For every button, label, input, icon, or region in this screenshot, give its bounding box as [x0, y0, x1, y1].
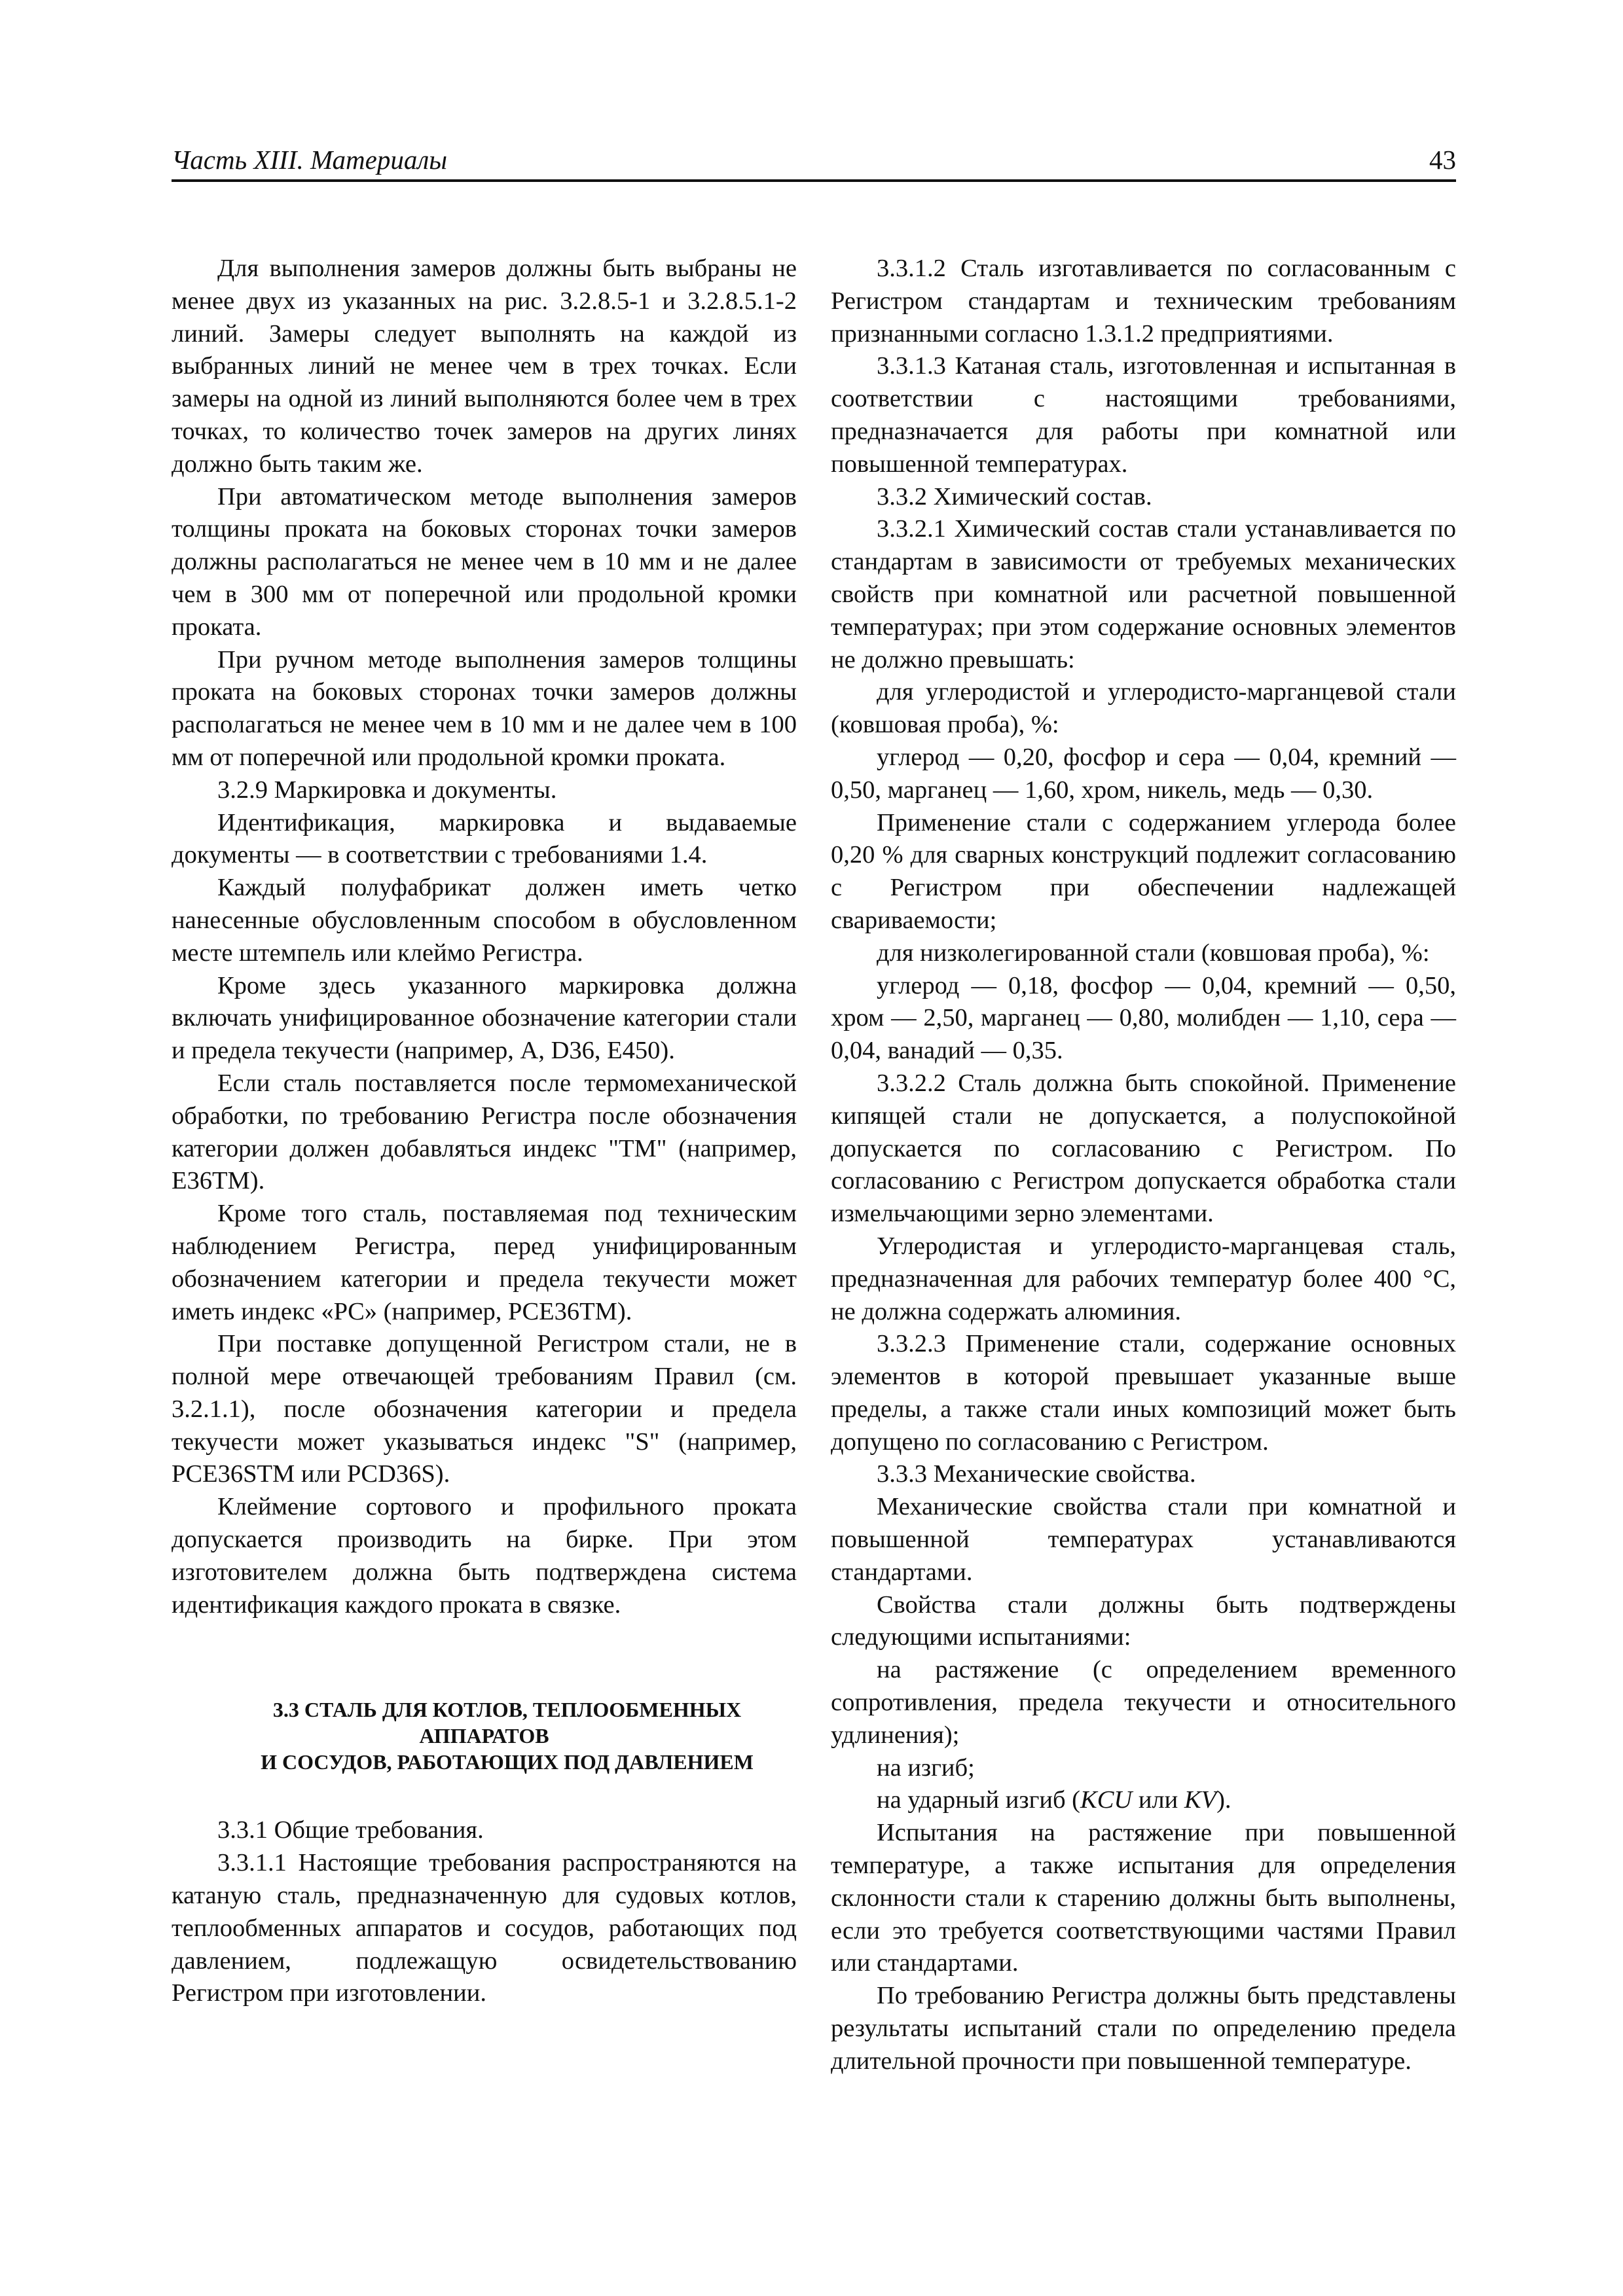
paragraph: для углеродистой и углеродисто-марганцевой стали (ковшовая проба), %: [831, 678, 1456, 739]
paragraph: Для выполнения замеров должны быть выбраны не менее двух из указанных на рис. 3.2.8.5-1 и 3.2.8.5.1-2 линий. Замеры следует выполнять на каждой из выбранных линий не менее чем в трех точках. Если замеры на одной из линий выполняются более чем в трех точках, то количество точек замеров на других линях должно быть таким же. [172, 255, 797, 478]
paragraph: углерод — 0,18, фосфор — 0,04, кремний — 0,50, хром — 2,50, марганец — 0,80, молибден — 1,10, сера — 0,04, ванадий — 0,35. [831, 971, 1456, 1065]
kv-symbol: KV [1184, 1786, 1217, 1814]
running-title: Часть XIII. Материалы [172, 145, 447, 175]
paragraph: При поставке допущенной Регистром стали, не в полной мере отвечающей требованиям Правил (см. 3.2.1.1), после обозначения категории и предела текучести может указываться индекс "S" (например, PCE36STM или PCD36S). [172, 1330, 797, 1488]
right-column [831, 253, 1456, 2078]
paragraph: По требованию Регистра должны быть представлены результаты испытаний стали по определению предела длительной прочности при повышенной температуре. [831, 1982, 1456, 2075]
page-number: 43 [1429, 145, 1456, 175]
paragraph: Углеродистая и углеродисто-марганцевая сталь, предназначенная для рабочих температур более 400 °C, не должна содержать алюминия. [831, 1232, 1456, 1325]
text: ). [1216, 1786, 1231, 1814]
subsection-heading: 3.3.2 Химический состав. [877, 482, 1152, 511]
list-item [831, 1784, 1456, 1817]
text: или [1132, 1786, 1184, 1814]
paragraph: Если сталь поставляется после термомеханической обработки, по требованию Регистра после обозначения категории должен добавляться индекс "TM" (например, E36TM). [172, 1069, 797, 1195]
subsection-heading: 3.3.1 Общие требования. [217, 1816, 484, 1844]
list-item: на растяжение (с определением временного сопротивления, предела текучести и относительного удлинения); [831, 1656, 1456, 1749]
paragraph: Свойства стали должны быть подтверждены следующими испытаниями: [831, 1590, 1456, 1651]
paragraph: Механические свойства стали при комнатной и повышенной температурах устанавливаются стандартами. [831, 1493, 1456, 1586]
text: на ударный изгиб ( [877, 1786, 1081, 1814]
kcu-symbol: KCU [1080, 1786, 1133, 1814]
paragraph: 3.3.2.3 Применение стали, содержание основных элементов в которой превышает указанные выше пределы, а также стали иных композиций может быть допущено по согласованию с Регистром. [831, 1330, 1456, 1456]
paragraph: Кроме того сталь, поставляемая под техническим наблюдением Регистра, перед унифицированным обозначением категории и предела текучести может иметь индекс «PC» (например, PCE36TM). [172, 1200, 797, 1325]
paragraph: При ручном методе выполнения замеров толщины проката на боковых сторонах точки замеров должны располагаться не менее чем в 10 мм и не далее чем в 100 мм от поперечной или продольной кромки проката. [172, 645, 797, 771]
paragraph: Клеймение сортового и профильного проката допускается производить на бирке. При этом изготовителем должна быть подтверждена система идентификация каждого проката в связке. [172, 1493, 797, 1619]
paragraph: Каждый полуфабрикат должен иметь четко нанесенные обусловленным способом в обусловленном месте штемпель или клеймо Регистра. [172, 874, 797, 967]
paragraph: 3.3.1.2 Сталь изготавливается по согласованным с Регистром стандартам и техническим требованиям признанными согласно 1.3.1.2 предприятиями. [831, 255, 1456, 348]
paragraph: Идентификация, маркировка и выдаваемые документы — в соответствии с требованиями 1.4. [172, 808, 797, 869]
paragraph: Кроме здесь указанного маркировка должна включать унифицированное обозначение категории стали и предела текучести (например, A, D36, E450). [172, 971, 797, 1065]
section-heading-line-1: 3.3 СТАЛЬ ДЛЯ КОТЛОВ, ТЕПЛООБМЕННЫХ АППАРАТОВ [272, 1698, 742, 1748]
paragraph: Испытания на растяжение при повышенной температуре, а также испытания для определения склонности стали к старению должны быть выполнены, если это требуется соответствующими частями Правил или стандартами. [831, 1819, 1456, 1977]
subsection-heading: 3.2.9 Маркировка и документы. [217, 776, 557, 804]
paragraph: для низколегированной стали (ковшовая проба), %: [877, 939, 1430, 967]
paragraph: углерод — 0,20, фосфор и сера — 0,04, кремний — 0,50, марганец — 1,60, хром, никель, медь — 0,30. [831, 743, 1456, 804]
page-header [172, 143, 1456, 182]
paragraph: 3.3.1.1 Настоящие требования распространяются на катаную сталь, предназначенную для судовых котлов, теплообменных аппаратов и сосудов, работающих под давлением, подлежащую освидетельствованию Регистром при изготовлении. [172, 1849, 797, 2007]
paragraph: Применение стали с содержанием углерода более 0,20 % для сварных конструкций подлежит согласованию с Регистром при обеспечении надлежащей свариваемости; [831, 808, 1456, 934]
list-item: на изгиб; [877, 1753, 975, 1782]
paragraph: 3.3.2.2 Сталь должна быть спокойной. Применение кипящей стали не допускается, а полуспокойной допускается по согласованию с Регистром. По согласованию с Регистром допускается обработка стали измельчающими зерно элементами. [831, 1069, 1456, 1228]
paragraph: 3.3.2.1 Химический состав стали устанавливается по стандартам в зависимости от требуемых механических свойств при комнатной или расчетной повышенной температурах; при этом содержание основных элементов не должно превышать: [831, 515, 1456, 673]
paragraph: 3.3.1.3 Катаная сталь, изготовленная и испытанная в соответствии с настоящими требованиями, предназначается для работы при комнатной или повышенной температурах. [831, 352, 1456, 478]
paragraph: При автоматическом методе выполнения замеров толщины проката на боковых сторонах точки замеров должны располагаться не менее чем в 10 мм и не далее чем в 300 мм от поперечной или продольной кромки проката. [172, 482, 797, 641]
subsection-heading: 3.3.3 Механические свойства. [877, 1460, 1196, 1488]
section-heading-line-2: И СОСУДОВ, РАБОТАЮЩИХ ПОД ДАВЛЕНИЕМ [261, 1750, 754, 1774]
left-column [172, 253, 797, 2010]
